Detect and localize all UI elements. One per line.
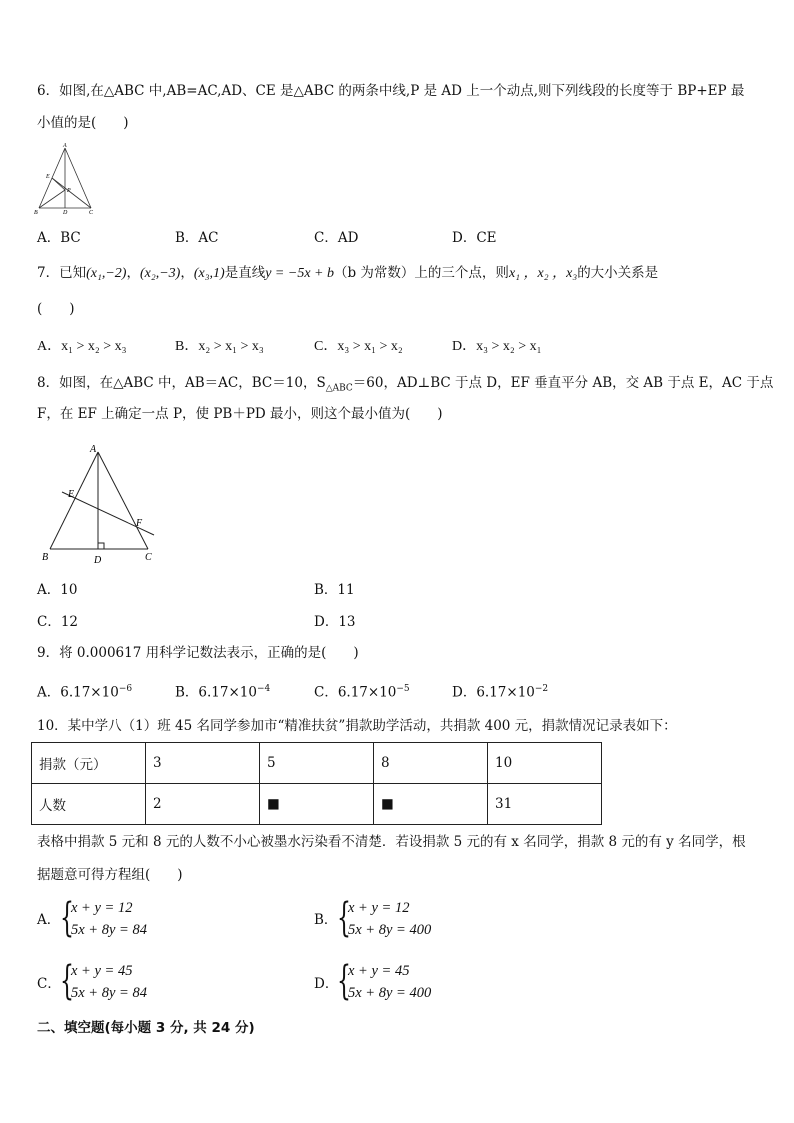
q7-sep1: ， — [126, 265, 140, 281]
q8-option-b[interactable]: B．11 — [314, 582, 355, 598]
q10-option-b-eq1: x + y = 12 — [348, 900, 410, 916]
table-row — [32, 743, 602, 784]
q8-area-subscript: △ABC — [325, 383, 353, 394]
q6-label-d: D — [63, 210, 68, 216]
q10-option-c-eq2: 5x + 8y = 84 — [71, 985, 147, 1001]
section-heading-fill-in: 二、填空题(每小题 3 分, 共 24 分) — [37, 1020, 255, 1036]
table-cell: 人数 — [32, 784, 146, 825]
q10-option-d-eq2: 5x + 8y = 400 — [348, 985, 432, 1001]
table-cell: 2 — [146, 784, 260, 825]
q6-label-p: P — [67, 188, 71, 194]
q7-vars: x₁ ，x₂ ，x₃ — [508, 266, 578, 281]
q8-option-c[interactable]: C．12 — [37, 614, 79, 630]
table-cell: 捐款（元） — [32, 743, 146, 784]
brace-icon: { — [60, 958, 74, 1004]
q9-option-d-exp: −2 — [534, 684, 549, 694]
q10-option-c-system[interactable] — [60, 960, 210, 1006]
q7-option-b[interactable]: B．x₂ > x₁ > x₃ — [175, 339, 264, 354]
q7-stem-line2: ( ) — [37, 301, 75, 317]
q9-option-d-base: D．6.17×10 — [452, 684, 535, 701]
q8-label-d: D — [94, 555, 102, 566]
q8-label-b: B — [42, 552, 49, 563]
q10-option-a-system[interactable] — [60, 897, 210, 943]
q10-after-line1: 表格中捐款 5 元和 8 元的人数不小心被墨水污染看不清楚．若设捐款 5 元的有 x 名同学，捐款 8 元的有 y 名同学，根 — [37, 834, 746, 850]
q6-label-c: C — [89, 210, 94, 216]
q8-stem-line1 — [37, 374, 773, 398]
table-cell-ink-blot: ■ — [374, 784, 488, 825]
q7-point-1: (x₁,−2) — [86, 266, 127, 281]
q7-line-equation: y = −5x + b — [265, 266, 334, 281]
brace-icon: { — [337, 958, 351, 1004]
q9-option-b-exp: −4 — [256, 684, 271, 694]
q7-option-a[interactable]: A．x₁ > x₂ > x₃ — [37, 339, 127, 354]
q10-option-c-label[interactable]: C． — [37, 976, 61, 992]
q6-label-a: A — [63, 143, 67, 149]
q9-option-c[interactable] — [314, 680, 410, 702]
q7-prefix: 7．已知 — [37, 265, 87, 281]
q6-label-b: B — [34, 210, 38, 216]
q10-stem: 10．某中学八（1）班 45 名同学参加市“精准扶贫”捐款助学活动，共捐款 400 元，捐款情况记录表如下： — [37, 718, 677, 734]
table-cell: 31 — [488, 784, 602, 825]
q7-stem-line1 — [37, 264, 658, 283]
brace-icon: { — [60, 895, 74, 941]
q9-option-a[interactable] — [37, 680, 132, 702]
q9-stem: 9．将 0.000617 用科学记数法表示，正确的是( ) — [37, 645, 359, 661]
q7-sep2: ， — [180, 265, 194, 281]
q8-label-f: F — [136, 518, 143, 529]
brace-icon: { — [337, 895, 351, 941]
q6-option-d[interactable]: D．CE — [452, 230, 497, 246]
q9-option-b[interactable] — [175, 680, 270, 702]
q6-stem-line2: 小值的是( ) — [37, 115, 129, 131]
q6-triangle-figure — [32, 142, 98, 216]
table-cell: 3 — [146, 743, 260, 784]
q7-point-2: (x₂,−3) — [139, 266, 181, 281]
table-row — [32, 784, 602, 825]
q8-label-c: C — [145, 552, 152, 563]
table-cell: 8 — [374, 743, 488, 784]
q10-donation-table — [31, 742, 602, 825]
q9-option-a-base: A．6.17×10 — [37, 684, 119, 701]
q8-option-a[interactable]: A．10 — [37, 582, 78, 598]
q6-option-c[interactable]: C．AD — [314, 230, 359, 246]
q6-option-a[interactable]: A．BC — [37, 230, 81, 246]
q9-option-c-base: C．6.17×10 — [314, 684, 397, 701]
q9-option-d[interactable] — [452, 680, 548, 702]
q7-option-c[interactable]: C．x₃ > x₁ > x₂ — [314, 339, 403, 354]
q10-option-d-system[interactable] — [337, 960, 487, 1006]
q9-option-c-exp: −5 — [396, 684, 410, 694]
q8-label-e: E — [68, 489, 75, 500]
q10-option-b-eq2: 5x + 8y = 400 — [348, 922, 432, 938]
q6-option-b[interactable]: B．AC — [175, 230, 219, 246]
q10-after-line2: 据题意可得方程组( ) — [37, 867, 183, 883]
q10-option-d-label[interactable]: D． — [314, 976, 339, 992]
q10-option-a-eq1: x + y = 12 — [71, 900, 133, 916]
q10-option-b-label[interactable]: B． — [314, 912, 338, 928]
q7-tail: 的大小关系是 — [577, 265, 659, 281]
q8-triangle-figure — [38, 440, 162, 570]
q9-option-b-base: B．6.17×10 — [175, 684, 257, 701]
q10-option-b-system[interactable] — [337, 897, 487, 943]
q8-stem-part2: ＝60，AD⊥BC 于点 D，EF 垂直平分 AB，交 AB 于点 E，AC 于点 — [352, 375, 774, 391]
q8-stem-part1: 8．如图，在△ABC 中，AB＝AC，BC＝10，S — [37, 375, 326, 391]
q9-option-a-exp: −6 — [118, 684, 133, 694]
q10-option-d-eq1: x + y = 45 — [348, 963, 410, 979]
table-cell: 10 — [488, 743, 602, 784]
q10-option-c-eq1: x + y = 45 — [71, 963, 133, 979]
q7-paren: （b 为常数）上的三个点，则 — [334, 265, 509, 281]
q8-stem-line2: F，在 EF 上确定一点 P，使 PB＋PD 最小，则这个最小值为( ) — [37, 406, 443, 422]
q7-point-3: (x₃,1) — [193, 266, 225, 281]
q6-stem-line1: 6．如图,在△ABC 中,AB=AC,AD、CE 是△ABC 的两条中线,P 是 AD 上一个动点,则下列线段的长度等于 BP+EP 最 — [37, 83, 745, 99]
q7-mid: 是直线 — [224, 265, 266, 281]
table-cell-ink-blot: ■ — [260, 784, 374, 825]
q8-label-a: A — [90, 444, 97, 455]
q10-option-a-eq2: 5x + 8y = 84 — [71, 922, 147, 938]
q6-label-e: E — [46, 174, 50, 180]
table-cell: 5 — [260, 743, 374, 784]
q10-option-a-label[interactable]: A． — [37, 912, 61, 928]
q8-option-d[interactable]: D．13 — [314, 614, 356, 630]
q7-option-d[interactable]: D．x₃ > x₂ > x₁ — [452, 339, 542, 354]
